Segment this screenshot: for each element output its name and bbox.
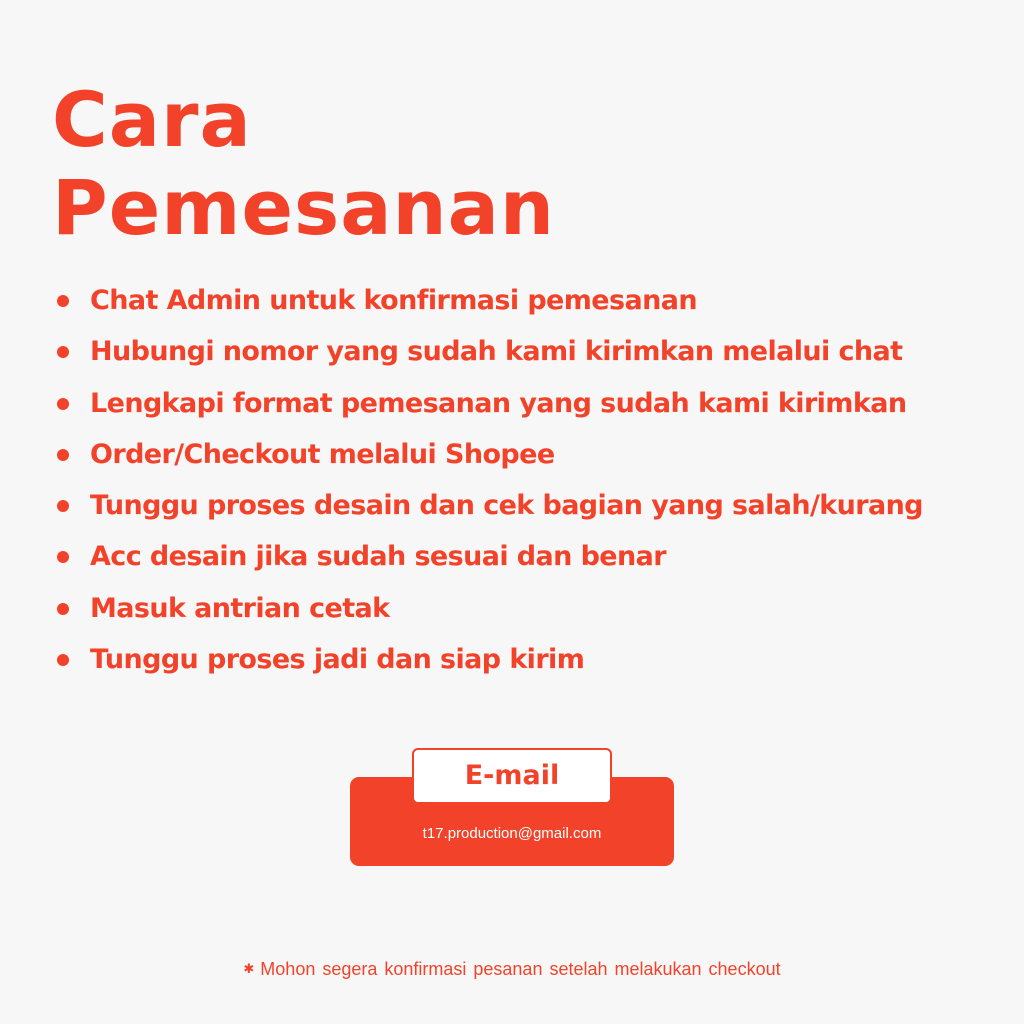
step-text: Lengkapi format pemesanan yang sudah kami kirimkan [90, 387, 907, 419]
bullet-dot-icon [57, 398, 69, 410]
step-text: Tunggu proses desain dan cek bagian yang salah/kurang [90, 490, 923, 522]
order-steps-list [56, 278, 923, 688]
list-item [56, 483, 923, 534]
step-text: Masuk antrian cetak [90, 592, 390, 624]
step-text: Acc desain jika sudah sesuai dan benar [90, 541, 666, 573]
list-item [56, 637, 923, 688]
bullet-dot-icon [57, 500, 69, 512]
title-line-2: Pemesanan [52, 163, 555, 252]
bullet-dot-icon [57, 449, 69, 461]
title-line-1: Cara [52, 75, 252, 164]
list-item [56, 329, 923, 380]
step-text: Order/Checkout melalui Shopee [90, 438, 555, 470]
step-text: Chat Admin untuk konfirmasi pemesanan [90, 285, 697, 316]
asterisk-icon: ✱ [243, 961, 255, 976]
bullet-dot-icon [57, 551, 69, 563]
list-item [56, 534, 923, 585]
list-item [56, 381, 923, 432]
footnote-text: Mohon segera konfirmasi pesanan setelah melakukan checkout [260, 959, 781, 979]
email-label-tab: E-mail [412, 748, 612, 804]
footnote [0, 957, 1024, 981]
page-title [52, 76, 555, 252]
step-text: Tunggu proses jadi dan siap kirim [90, 644, 585, 676]
step-text: Hubungi nomor yang sudah kami kirimkan melalui chat [90, 336, 903, 368]
bullet-dot-icon [57, 654, 69, 666]
bullet-dot-icon [57, 346, 69, 358]
list-item [56, 586, 923, 637]
email-address[interactable]: t17.production@gmail.com [422, 825, 602, 842]
bullet-dot-icon [57, 603, 69, 615]
list-item [56, 432, 923, 483]
bullet-dot-icon [57, 295, 69, 307]
list-item [56, 278, 923, 329]
